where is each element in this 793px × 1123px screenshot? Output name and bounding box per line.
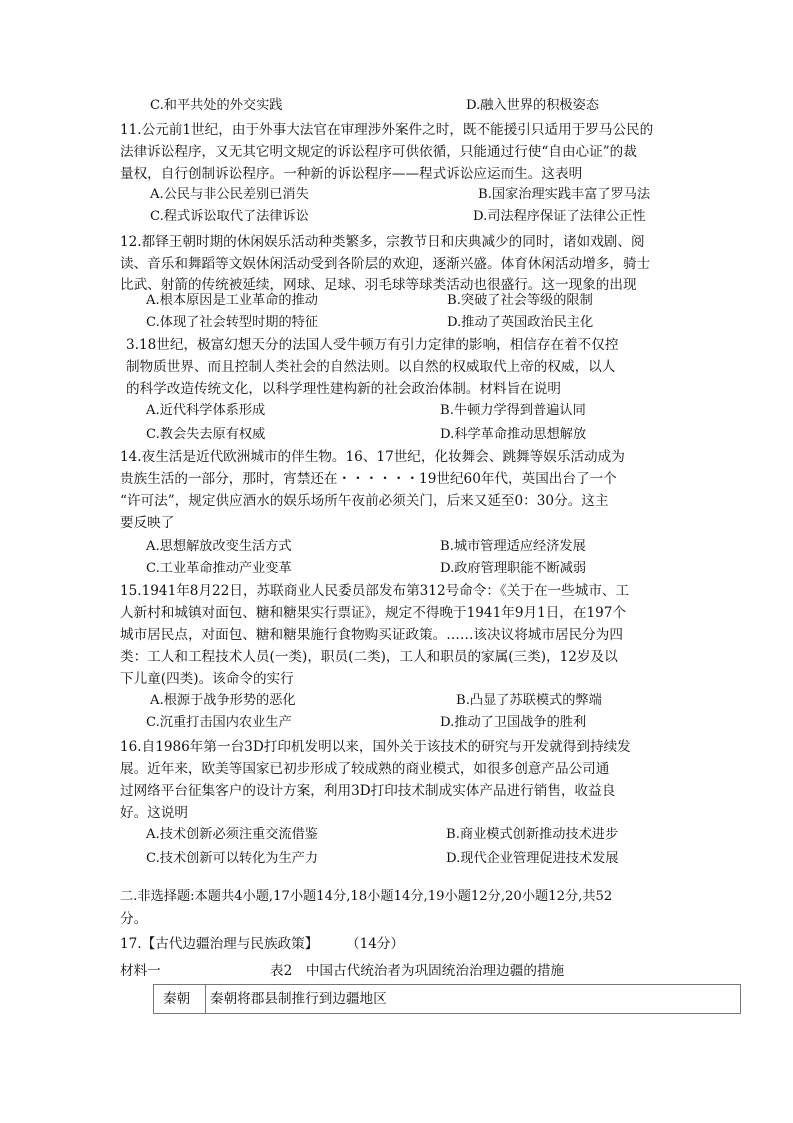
table-cell-measure: 秦朝将郡县制推行到边疆地区 — [210, 991, 387, 1007]
option-b: B.国家治理实践丰富了罗马法 — [478, 187, 651, 202]
option-d: D.融入世界的积极姿态 — [466, 98, 599, 113]
question-text-line: 制物质世界、而且控制人类社会的自然法则。以自然的权威取代上帝的权威，以人 — [126, 359, 616, 375]
option-a: A.公民与非公民差别已消失 — [150, 187, 309, 202]
option-c: C.程式诉讼取代了法律诉讼 — [150, 209, 309, 224]
question-text-line: 11.公元前1世纪，由于外事大法官在审理涉外案件之时，既不能援引只适用于罗马公民的 — [120, 122, 654, 138]
section-2-heading: 二.非选择题:本题共4小题,17小题14分,18小题14分,19小题12分,20小题12分,共52 — [120, 889, 613, 904]
option-c: C.和平共处的外交实践 — [150, 98, 283, 113]
table-cell-dynasty: 秦朝 — [163, 991, 191, 1007]
question-text-line: 读、音乐和舞蹈等文娱休闲活动受到各阶层的欢迎，逐渐兴盛。体育休闲活动增多，骑士 — [120, 256, 651, 272]
question-text-line: 14.夜生活是近代欧洲城市的伴生物。16、17世纪，化妆舞会、跳舞等娱乐活动成为 — [120, 449, 625, 465]
question-text-line: 类：工人和工程技术人员(一类)，职员(二类)，工人和职员的家属(三类)，12岁及以 — [120, 649, 618, 665]
question-text-line: 好。这说明 — [120, 805, 188, 821]
question-text-line: 下儿童(四类)。该命令的实行 — [120, 671, 294, 687]
option-b: B.城市管理适应经济发展 — [440, 539, 586, 554]
option-c: C.工业革命推动产业变革 — [146, 561, 292, 576]
question-text-line: 12.都铎王朝时期的休闲娱乐活动种类繁多，宗教节日和庆典减少的同时，诸如戏剧、阅 — [120, 234, 645, 250]
option-c: C.教会失去原有权威 — [146, 427, 266, 442]
measures-table — [153, 984, 741, 1014]
question-text-line: 要反映了 — [120, 515, 175, 531]
question-text-line: 量权，自行创制诉讼程序。一种新的诉讼程序——程式诉讼应运而生。这表明 — [120, 166, 583, 182]
question-text-line: 过网络平台征集客户的设计方案，利用3D打印技术制成实体产品进行销售，收益良 — [120, 783, 616, 799]
question-text-line: 城市居民点，对面包、糖和糖果施行食物购买证政策。……该决议将城市居民分为四 — [120, 627, 623, 643]
option-b: B.凸显了苏联模式的弊端 — [456, 693, 602, 708]
question-text-line: 15.1941年8月22日，苏联商业人民委员部发布第312号命令：《关于在一些城市、工 — [120, 583, 630, 599]
question-text-line: 法律诉讼程序，又无其它明文规定的诉讼程序可供依循，只能通过行使“自由心证”的裁 — [120, 144, 637, 160]
option-b: B.突破了社会等级的限制 — [447, 293, 593, 308]
option-a: A.技术创新必须注重交流借鉴 — [146, 827, 318, 842]
question-17-heading: 17.【古代边疆治理与民族政策】 — [120, 936, 319, 952]
question-text-line: 人新村和城镇对面包、糖和糖果实行票证》，规定不得晚于1941年9月1日，在197个 — [120, 605, 627, 621]
section-2-heading-cont: 分。 — [120, 911, 148, 927]
question-text-line: 比武、射箭的传统被延续，网球、足球、羽毛球等球类活动也很盛行。这一现象的出现 — [120, 277, 637, 293]
option-b: B.牛顿力学得到普遍认同 — [440, 403, 586, 418]
option-d: D.推动了英国政治民主化 — [447, 315, 594, 330]
option-a: A.根本原因是工业革命的推动 — [146, 293, 318, 308]
option-c: C.沉重打击国内农业生产 — [146, 715, 292, 730]
option-b: B.商业模式创新推动技术进步 — [446, 827, 619, 842]
table-caption: 表2 中国古代统治者为巩固统治治理边疆的措施 — [270, 963, 565, 979]
option-d: D.科学革命推动思想解放 — [440, 427, 587, 442]
option-d: D.政府管理职能不断减弱 — [440, 561, 587, 576]
question-text-line: 16.自1986年第一台3D打印机发明以来，国外关于该技术的研究与开发就得到持续发 — [120, 739, 631, 755]
question-text-line: 展。近年来，欧美等国家已初步形成了较成熟的商业模式，如很多创意产品公司通 — [120, 761, 610, 777]
question-17-score: （14分） — [346, 936, 405, 952]
option-a: A.根源于战争形势的恶化 — [150, 693, 296, 708]
question-text-line: “许可法”，规定供应酒水的娱乐场所午夜前必须关门，后来又延至0：30分。这主 — [120, 493, 609, 509]
option-d: D.现代企业管理促进技术发展 — [446, 851, 619, 866]
question-text-line: 贵族生活的一部分，那时，宵禁还在・・・・・・19世纪60年代，英国出台了一个 — [120, 471, 617, 487]
option-d: D.司法程序保证了法律公正性 — [473, 209, 646, 224]
material-label: 材料一 — [120, 963, 161, 979]
option-a: A.思想解放改变生活方式 — [146, 539, 292, 554]
question-text-line: 3.18世纪，极富幻想天分的法国人受牛顿万有引力定律的影响，相信存在着不仅控 — [126, 337, 619, 353]
option-a: A.近代科学体系形成 — [146, 403, 266, 418]
option-c: C.技术创新可以转化为生产力 — [146, 851, 319, 866]
option-c: C.体现了社会转型时期的特征 — [146, 315, 319, 330]
question-text-line: 的科学改造传统文化，以科学理性建构新的社会政治体制。材料旨在说明 — [126, 381, 561, 397]
option-d: D.推动了卫国战争的胜利 — [440, 715, 587, 730]
